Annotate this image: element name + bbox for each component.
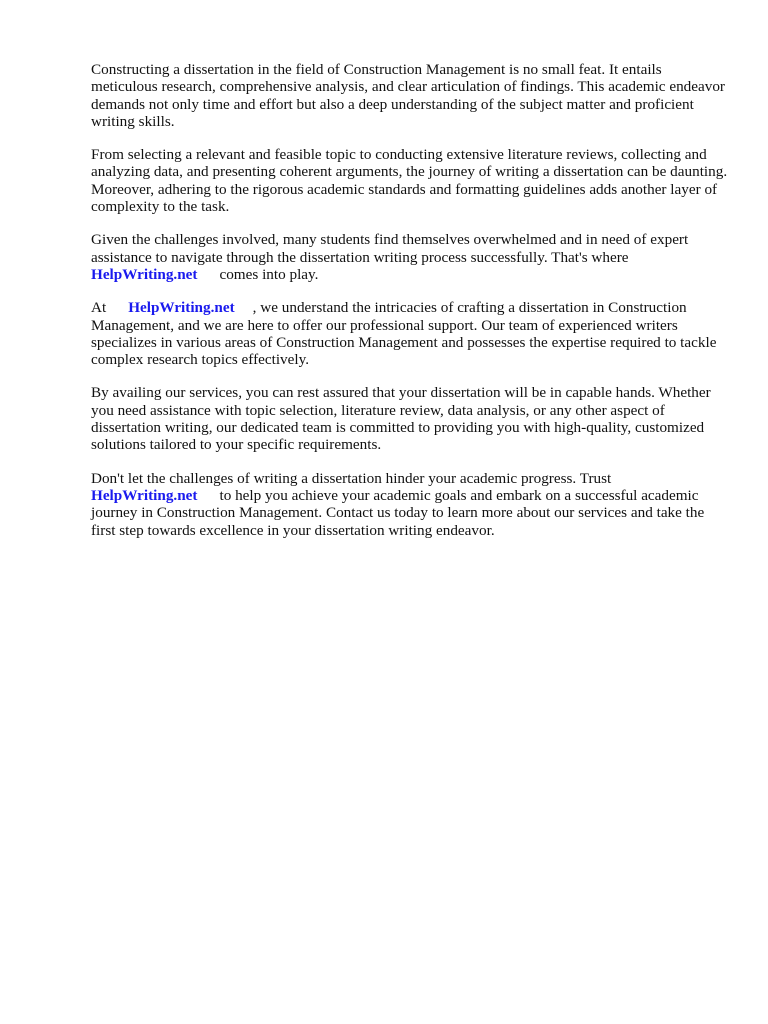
helpwriting-link[interactable]: HelpWriting.net <box>128 299 235 317</box>
paragraph-call-to-action <box>91 470 731 539</box>
paragraph-about <box>91 299 731 368</box>
paragraph-cta-text: to help you achieve your academic goals and embark on a successful academic journey in Construction Management. Contact us today to learn more about our services and take the first step towards excellence in your dissertation writing endeavor. <box>91 486 705 539</box>
helpwriting-link[interactable]: HelpWriting.net <box>91 486 198 504</box>
paragraph-expert-help-text: Given the challenges involved, many students find themselves overwhelmed and in need of expert assistance to navigate through the dissertation writing process successfully. That's where <box>91 231 689 266</box>
paragraph-expert-help <box>91 231 731 283</box>
paragraph-about-text: , we understand the intricacies of crafting a dissertation in Construction Management, and we are here to offer our professional support. Our team of experienced writers specializes in various areas of Construction Management and possesses the expertise required to tackle complex research topics effectively. <box>91 299 717 369</box>
paragraph-about-lead: At <box>91 299 107 317</box>
paragraph-services: By availing our services, you can rest assured that your dissertation will be in capable hands. Whether you need assistance with topic selection, literature review, data analysis, or any other aspect of dissertation writing, our dedicated team is committed to providing you with high-quality, customized solutions tailored to your specific requirements. <box>91 384 711 454</box>
document-body <box>91 61 731 555</box>
paragraph-cta-lead: Don't let the challenges of writing a dissertation hinder your academic progress. Trust <box>91 469 612 487</box>
paragraph-intro: Constructing a dissertation in the field of Construction Management is no small feat. It entails meticulous research, comprehensive analysis, and clear articulation of findings. This academic endeavor demands not only time and effort but also a deep understanding of the subject matter and proficient writing skills. <box>91 61 725 130</box>
paragraph-expert-help-tail: comes into play. <box>219 265 319 283</box>
helpwriting-link[interactable]: HelpWriting.net <box>91 265 198 283</box>
paragraph-challenges: From selecting a relevant and feasible topic to conducting extensive literature reviews, collecting and analyzing data, and presenting coherent arguments, the journey of writing a dissertation can be daunting. Moreover, adhering to the rigorous academic standards and formatting guidelines adds another layer of complexity to the task. <box>91 146 728 216</box>
